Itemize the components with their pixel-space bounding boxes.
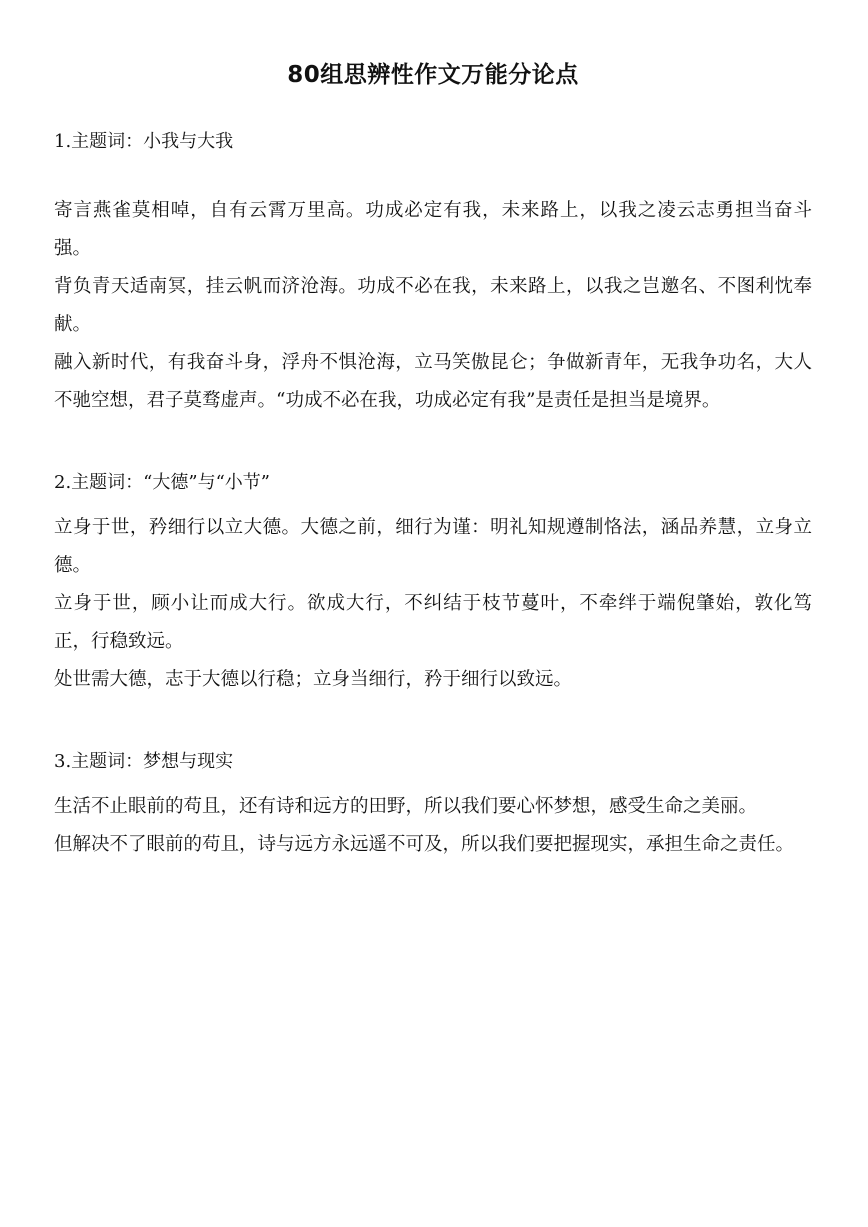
paragraph: 寄言燕雀莫相啅，自有云霄万里高。功成必定有我，未来路上，以我之凌云志勇担当奋斗强。 (54, 200, 812, 259)
section-small-self-and-great-self (54, 130, 812, 420)
section-dream-and-reality (54, 750, 812, 864)
paragraph: 立身于世，顾小让而成大行。欲成大行，不纠结于枝节蔓叶，不牵绊于端倪肇始，敦化笃正，行稳致远。 (54, 593, 812, 652)
paragraph: 生活不止眼前的苟且，还有诗和远方的田野，所以我们要心怀梦想，感受生命之美丽。 (54, 796, 758, 817)
paragraph: 背负青天适南冥，挂云帆而济沧海。功成不必在我，未来路上，以我之岂邀名、不图利忱奉献。 (54, 276, 812, 335)
section-heading: 3.主题词：梦想与现实 (54, 751, 234, 772)
paragraph: 但解决不了眼前的苟且，诗与远方永远遥不可及，所以我们要把握现实，承担生命之责任。 (54, 834, 795, 855)
section-body (54, 788, 812, 864)
paragraph: 融入新时代，有我奋斗身，浮舟不惧沧海，立马笑傲昆仑；争做新青年，无我争功名，大人不驰空想，君子莫骛虚声。“功成不必在我，功成必定有我”是责任是担当是境界。 (54, 352, 812, 411)
section-heading: 1.主题词：小我与大我 (54, 131, 234, 152)
section-body (54, 509, 812, 699)
section-body (54, 192, 812, 420)
paragraph: 立身于世，矜细行以立大德。大德之前，细行为谨：明礼知规遵制恪法，涵品养慧，立身立德。 (54, 517, 812, 576)
document-title: 80组思辨性作文万能分论点 (287, 62, 579, 88)
section-great-virtue-and-small-details (54, 471, 812, 699)
section-heading: 2.主题词：“大德”与“小节” (54, 472, 270, 493)
paragraph: 处世需大德，志于大德以行稳；立身当细行，矜于细行以致远。 (54, 669, 573, 690)
